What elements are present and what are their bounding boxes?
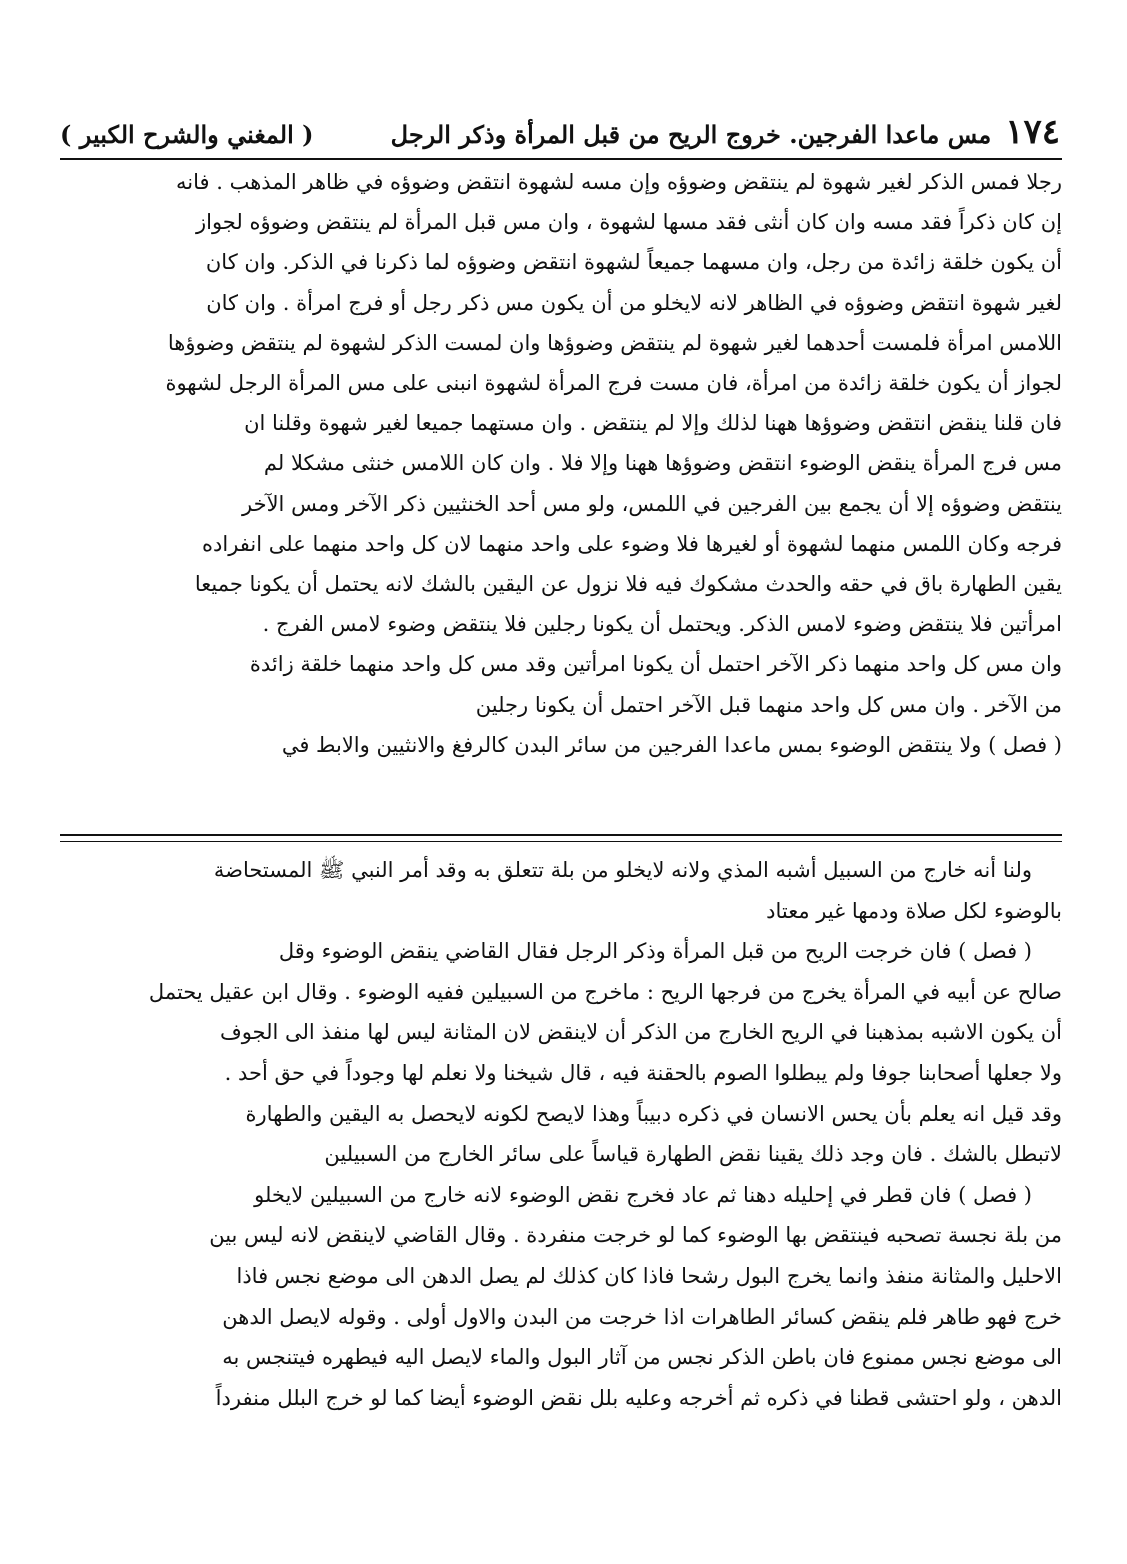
text-line: أن يكون الاشبه بمذهبنا في الريح الخارج من الذكر أن لاينقض لان المثانة ليس لها منفذ الى الجوف	[219, 1020, 1062, 1045]
text-line: الدهن ، ولو احتشى قطنا في ذكره ثم أخرجه وعليه بلل نقض الوضوء أيضا كما لو خرج البلل منفرداً	[215, 1385, 1062, 1410]
section-heading-line: ( فصل ) فان خرجت الريح من قبل المرأة وذكر الرجل فقال القاضي ينقض الوضوء وقل	[278, 939, 1032, 964]
text-line: الاحليل والمثانة منفذ وانما يخرج البول رشحا فاذا كان كذلك لم يصل الدهن الى موضع نجس فاذا	[236, 1263, 1062, 1288]
header-rule	[60, 158, 1062, 160]
text-line: امرأتين فلا ينتقض وضوء لامس الذكر. ويحتمل أن يكونا رجلين فلا ينتقض وضوء لامس الفرج .	[262, 612, 1062, 637]
section-divider-thin	[60, 841, 1062, 842]
text-line: لجواز أن يكون خلقة زائدة من امرأة، فان مست فرج المرأة لشهوة انبنى على مس المرأة الرجل لشهوة	[165, 371, 1062, 396]
text-line: لغير شهوة انتقض وضوؤه في الظاهر لانه لايخلو من أن يكون مس ذكر رجل أو فرج امرأة . وان كان	[206, 290, 1062, 315]
section-heading-line: ( فصل ) ولا ينتقض الوضوء بمس ماعدا الفرجين من سائر البدن كالرفغ والانثيين والابط في	[281, 732, 1062, 757]
section-divider-thick	[60, 834, 1062, 836]
upper-text-block	[62, 162, 1062, 765]
text-line: إن كان ذكراً فقد مسه وان كان أنثى فقد مسها لشهوة ، وان مس قبل المرأة لم ينتقض وضوؤه لجواز	[195, 210, 1062, 235]
text-line: من بلة نجسة تصحبه فينتقض بها الوضوء كما لو خرجت منفردة . وقال القاضي لاينقض لانه ليس بين	[209, 1223, 1062, 1248]
page-number: ١٧٤	[1005, 112, 1060, 152]
text-line: لاتبطل بالشك . فان وجد ذلك يقينا نقض الطهارة قياساً على سائر الخارج من السبيلين	[324, 1142, 1062, 1167]
header-right-group	[391, 112, 1060, 152]
text-line: فرجه وكان اللمس منهما لشهوة أو لغيرها فلا وضوء على واحد منهما لان كل واحد منهما على انفراده	[202, 531, 1062, 556]
text-line: ولا جعلها أصحابنا جوفا ولم يبطلوا الصوم بالحقنة فيه ، قال شيخنا ولا نعلم لها وجوداً في حق أحد .	[224, 1060, 1062, 1085]
text-line: ولنا أنه خارج من السبيل أشبه المذي ولانه لايخلو من بلة تتعلق به وقد أمر النبي ﷺ المستحاضة	[213, 858, 1032, 882]
text-line: أن يكون خلقة زائدة من رجل، وان مسهما جميعاً لشهوة انتقض وضوؤه لما ذكرنا في الذكر. وان كان	[205, 250, 1062, 275]
text-line: وقد قيل انه يعلم بأن يحس الانسان في ذكره دبيباً وهذا لايصح لكونه لايحصل به اليقين والطهارة	[245, 1101, 1062, 1126]
text-line: الى موضع نجس ممنوع فان باطن الذكر نجس من آثار البول والماء لايصل اليه فيطهره فيتنجس به	[222, 1345, 1062, 1370]
text-line: وان مس كل واحد منهما ذكر الآخر احتمل أن يكونا امرأتين وقد مس كل واحد منهما خلقة زائدة	[249, 652, 1062, 677]
section-heading-line: ( فصل ) فان قطر في إحليله دهنا ثم عاد فخرج نقض الوضوء لانه خارج من السبيلين لايخلو	[254, 1182, 1032, 1207]
text-line: خرج فهو طاهر فلم ينقض كسائر الطاهرات اذا خرجت من البدن والاول أولى . وقوله لايصل الدهن	[222, 1304, 1062, 1329]
text-line: مس فرج المرأة ينقض الوضوء انتقض وضوؤها ههنا وإلا فلا . وان كان اللامس خنثى مشكلا لم	[263, 451, 1062, 476]
running-title: مس ماعدا الفرجين. خروج الريح من قبل المرأة وذكر الرجل	[390, 120, 992, 149]
lower-text-block	[62, 850, 1062, 1418]
book-title: ( المغني والشرح الكبير )	[60, 120, 314, 149]
text-line: بالوضوء لكل صلاة ودمها غير معتاد	[766, 898, 1062, 923]
text-line: يقين الطهارة باق في حقه والحدث مشكوك فيه فلا نزول عن اليقين بالشك لانه يحتمل أن يكونا جميعا	[194, 572, 1062, 597]
text-line: اللامس امرأة فلمست أحدهما لغير شهوة لم ينتقض وضوؤها وان لمست الذكر لشهوة لم ينتقض وضوؤها	[167, 330, 1062, 355]
text-line: رجلا فمس الذكر لغير شهوة لم ينتقض وضوؤه وإن مسه لشهوة انتقض وضوؤه في ظاهر المذهب . فانه	[176, 170, 1062, 194]
text-line: من الآخر . وان مس كل واحد منهما قبل الآخر احتمل أن يكونا رجلين	[475, 692, 1062, 717]
page-header	[60, 112, 1060, 154]
text-line: صالح عن أبيه في المرأة يخرج من فرجها الريح : ماخرج من السبيلين ففيه الوضوء . وقال ابن عقيل يحتمل	[148, 979, 1062, 1004]
text-line: فان قلنا ينقض انتقض وضوؤها ههنا لذلك وإلا لم ينتقض . وان مستهما جميعا لغير شهوة وقلنا ان	[244, 411, 1062, 436]
text-line: ينتقض وضوؤه إلا أن يجمع بين الفرجين في اللمس، ولو مس أحد الخنثيين ذكر الآخر ومس الآخر	[242, 491, 1062, 516]
